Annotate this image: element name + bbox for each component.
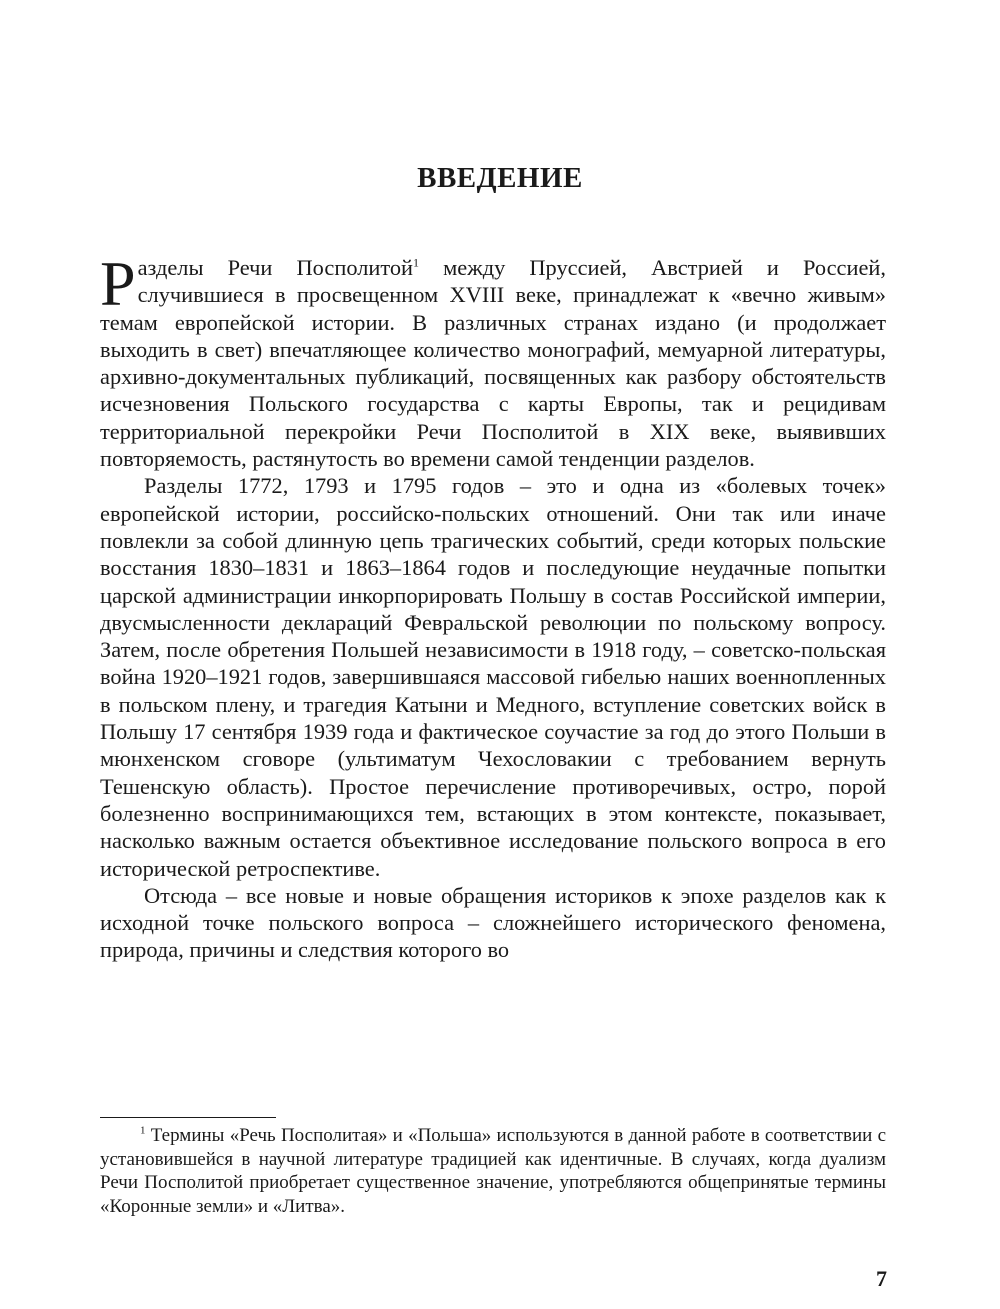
footnote-reference: 1 xyxy=(413,255,420,270)
footnote xyxy=(100,1124,886,1218)
main-text xyxy=(100,248,886,964)
paragraph-2: Разделы 1772, 1793 и 1795 годов – это и одна из «болевых точек» европейской истории, российско-польских отношений. Они так или иначе повлекли за собой длинную цепь трагических событий, среди которых польские восстания 1830–1831 и 1863–1864 годов и последующие неудачные попытки царской администрации инкорпорировать Польшу в состав Российской империи, двусмысленности деклараций Февральской революции по польскому вопросу. Затем, после обретения Польшей независимости в 1918 году, – советско-польская война 1920–1921 годов, завершившаяся массовой гибелью наших военнопленных в польском плену, и трагедия Катыни и Медного, вступление советских войск в Польшу 17 сентября 1939 года и фактическое соучастие за год до этого Польши в мюнхенском сговоре (ультиматум Чехословакии с требованием вернуть Тешенскую область). Простое перечисление противоречивых, остро, порой болезненно воспринимающихся тем, встающих в этом контексте, показывает, насколько важным остается объективное исследование польского вопроса в его исторической ретроспективе. xyxy=(100,473,886,881)
footnote-separator xyxy=(100,1117,276,1118)
paragraph-1-rest: между Пруссией, Австрией и Россией, случившиеся в просвещенном XVIII веке, принадлежат к «вечно живым» темам европейской истории. В различных странах издано (и продолжает выходить в свет) впечатляющее количество монографий, мемуарной литературы, архивно-документальных публикаций, посвященных как разбору обстоятельств исчезновения Польского государства с карты Европы, так и рецидивам территориальной перекройки Речи Посполитой в XIX веке, выявивших повторяемость, растянутость во времени самой тенденции разделов. xyxy=(100,255,886,472)
drop-cap: Р xyxy=(100,248,136,319)
page-number: 7 xyxy=(876,1266,887,1291)
paragraph-1 xyxy=(100,248,886,472)
footnote-marker: 1 xyxy=(140,1124,146,1137)
paragraph-1-lead: азделы Речи Посполитой xyxy=(137,255,414,280)
chapter-heading: ВВЕДЕНИЕ xyxy=(417,162,583,194)
paragraph-3: Отсюда – все новые и новые обращения историков к эпохе разделов как к исходной точке польского вопроса – сложнейшего исторического феномена, природа, причины и следствия которого во xyxy=(100,882,886,963)
footnote-text: Термины «Речь Посполитая» и «Польша» используются в данной работе в соответствии с установившейся в научной литературе традицией как идентичные. В случаях, когда дуализм Речи Посполитой приобретает существенное значение, употребляются общепринятые термины «Коронные земли» и «Литва». xyxy=(100,1125,886,1217)
